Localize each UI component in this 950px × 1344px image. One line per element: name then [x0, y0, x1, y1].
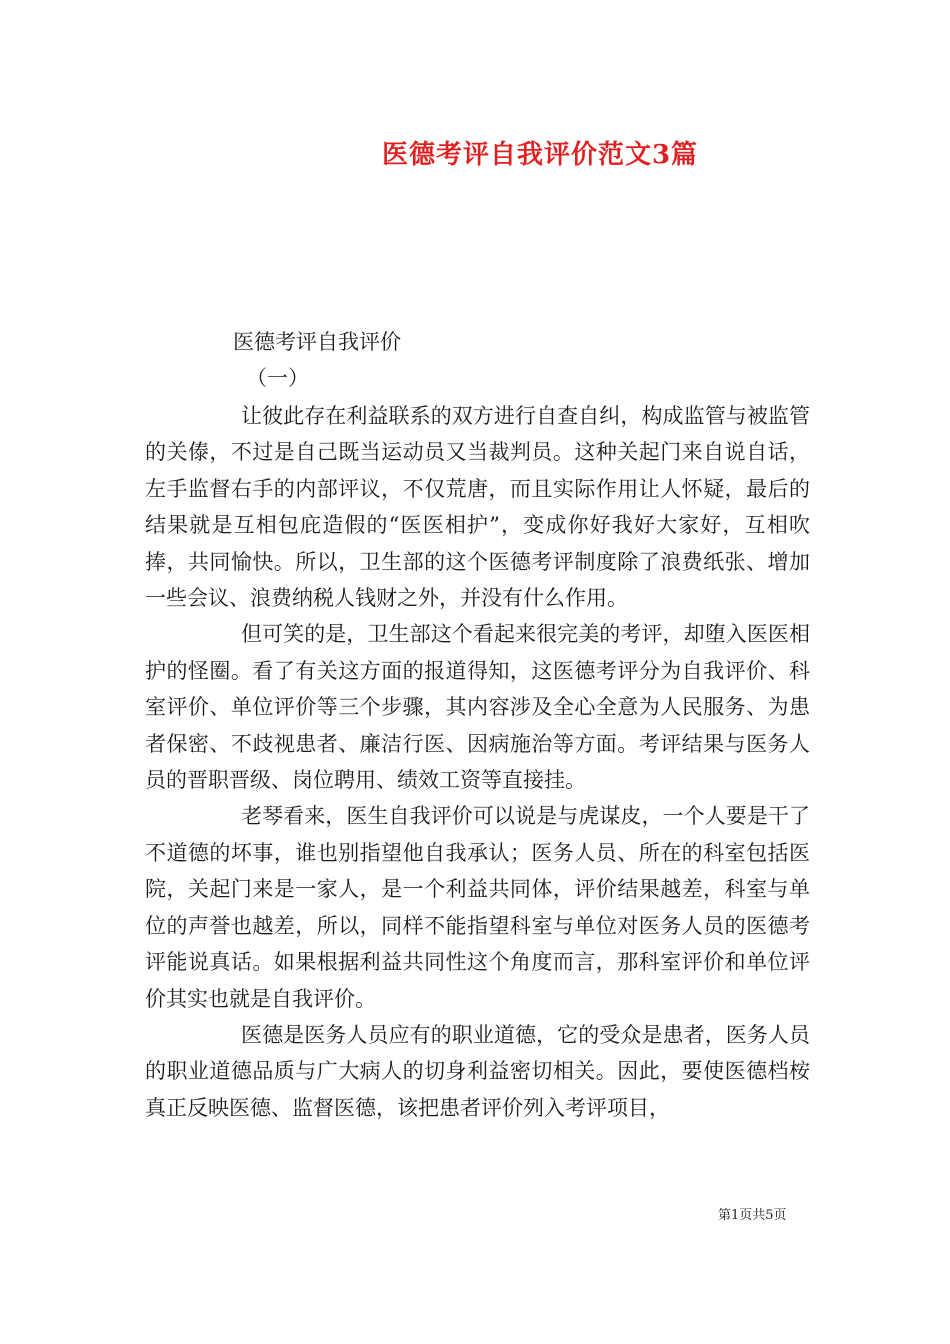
page-footer: 第1页共5页: [718, 1208, 787, 1223]
document-title: 医德考评自我评价范文3篇: [381, 140, 699, 170]
section-number: （一）: [246, 366, 309, 390]
paragraph-2: 但可笑的是，卫生部这个看起来很完美的考评，却堕入医医相护的怪圈。看了有关这方面的报道得知，这医德考评分为自我评价、科室评价、单位评价等三个步骤，其内容涉及全心全意为人民服务、为患者保密、不歧视患者、廉洁行医、因病施治等方面。考评结果与医务人员的晋职晋级、岗位聘用、绩效工资等直接挂。: [145, 622, 810, 793]
document-subtitle: 医德考评自我评价: [233, 330, 401, 354]
paragraph-1: 让彼此存在利益联系的双方进行自查自纠，构成监管与被监管的关傣，不过是自己既当运动员又当裁判员。这种关起门来自说自话，左手监督右手的内部评议，不仅荒唐，而且实际作用让人怀疑，最后的结果就是互相包庇造假的“医医相护”，变成你好我好大家好，互相吹捧，共同愉快。所以，卫生部的这个医德考评制度除了浪费纸张、增加一些会议、浪费纳税人钱财之外，并没有什么作用。: [145, 404, 810, 611]
body-text: [145, 398, 810, 1126]
paragraph-4: 医德是医务人员应有的职业道德，它的受众是患者，医务人员的职业道德品质与广大病人的切身利益密切相关。因此，要使医德档桉真正反映医德、监督医德，该把患者评价列入考评项目，: [145, 1022, 810, 1120]
paragraph-3: 老琴看来，医生自我评价可以说是与虎谋皮，一个人要是干了不道德的坏事，谁也别指望他自我承认；医务人员、所在的科室包括医院，关起门来是一家人，是一个利益共同体，评价结果越差，科室与单位的声誉也越差，所以，同样不能指望科室与单位对医务人员的医德考评能说真话。如果根据利益共同性这个角度而言，那科室评价和单位评价其实也就是自我评价。: [145, 804, 810, 1011]
